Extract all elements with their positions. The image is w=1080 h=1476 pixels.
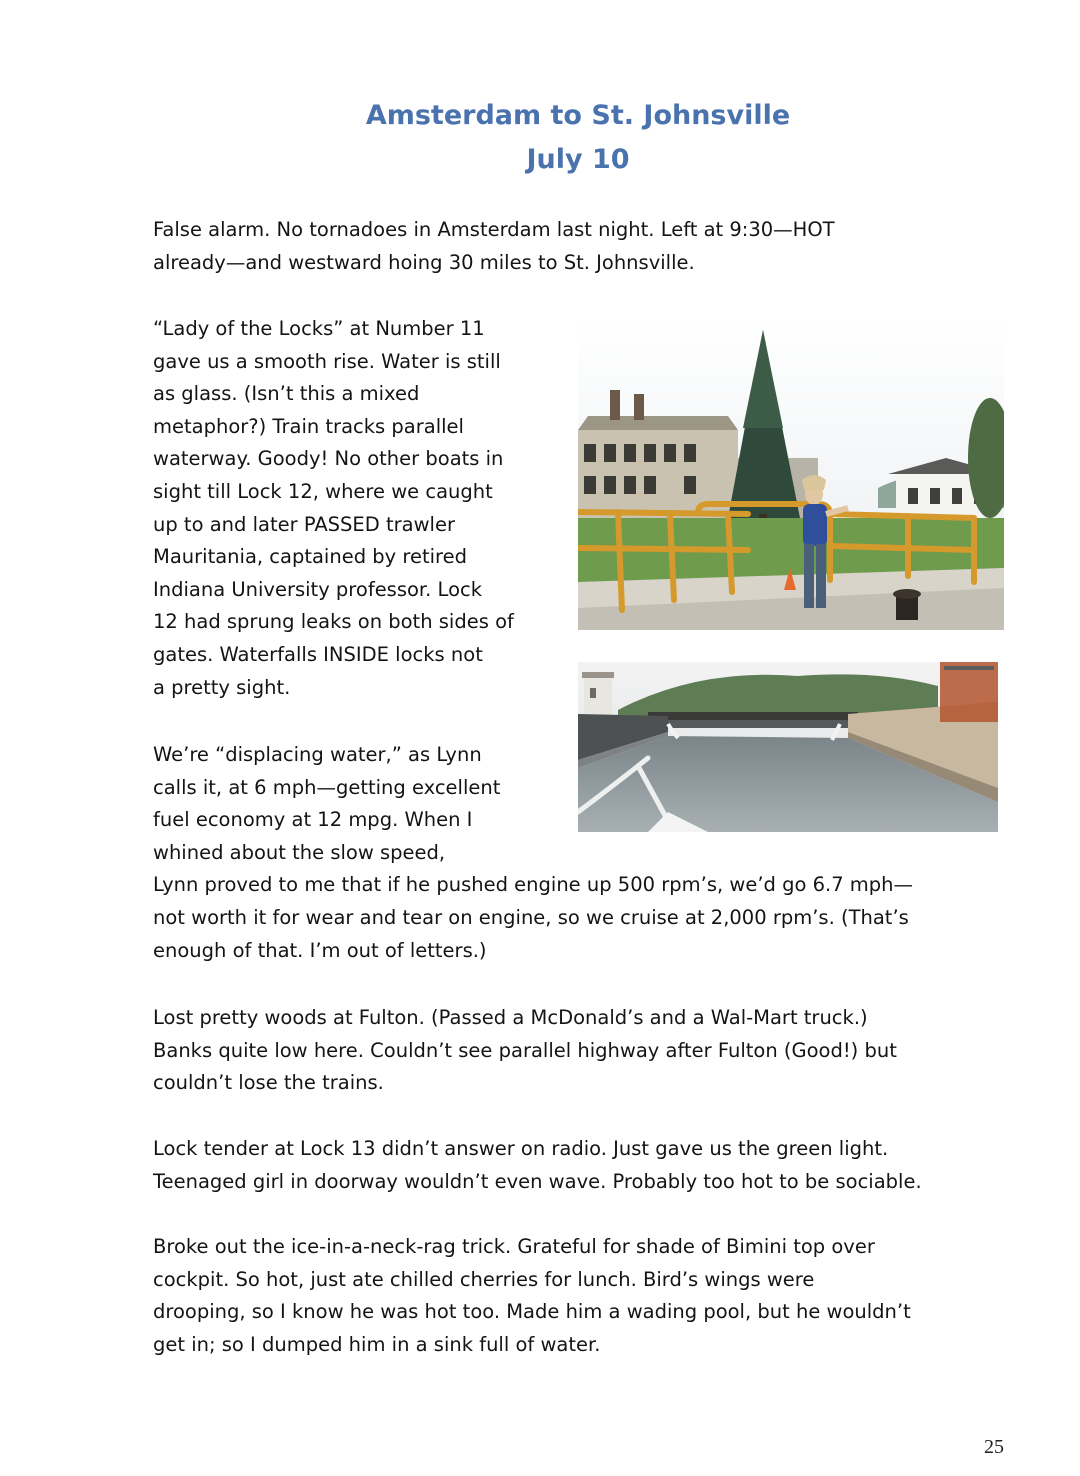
text-line: Mauritania, captained by retired	[153, 545, 468, 569]
paragraph-lock-13	[153, 1133, 1013, 1198]
text-line: fuel economy at 12 mpg. When I	[153, 808, 473, 832]
text-line: enough of that. I’m out of letters.)	[153, 938, 487, 962]
text-line: Lynn proved to me that if he pushed engine up 500 rpm’s, we’d go 6.7 mph—	[153, 873, 914, 897]
text-line: drooping, so I know he was hot too. Made him a wading pool, but he wouldn’t	[153, 1300, 911, 1324]
text-line: waterway. Goody! No other boats in	[153, 447, 504, 471]
text-line: Indiana University professor. Lock	[153, 577, 483, 601]
text-line: metaphor?) Train tracks parallel	[153, 414, 464, 438]
text-line: not worth it for wear and tear on engine, so we cruise at 2,000 rpm’s. (That’s	[153, 905, 909, 929]
text-line: Banks quite low here. Couldn’t see parallel highway after Fulton (Good!) but	[153, 1038, 897, 1062]
page-number: 25	[984, 1436, 1004, 1458]
text-line: a pretty sight.	[153, 675, 291, 699]
text-line: couldn’t lose the trains.	[153, 1071, 384, 1095]
text-line: calls it, at 6 mph—getting excellent	[153, 775, 501, 799]
text-line: Lock tender at Lock 13 didn’t answer on radio. Just gave us the green light.	[153, 1137, 889, 1160]
text-line: whined about the slow speed,	[153, 840, 446, 864]
text-line: Teenaged girl in doorway wouldn’t even wave. Probably too hot to be sociable.	[153, 1169, 922, 1193]
text-line: cockpit. So hot, just ate chilled cherries for lunch. Bird’s wings were	[153, 1267, 815, 1291]
text-line: Lost pretty woods at Fulton. (Passed a McDonald’s and a Wal-Mart truck.)	[153, 1006, 868, 1029]
page-title: Amsterdam to St. Johnsville	[365, 100, 791, 131]
page-subtitle-date: July 10	[526, 144, 630, 175]
text-line: False alarm. No tornadoes in Amsterdam last night. Left at 9:30—HOT	[153, 218, 835, 241]
paragraph-ice-neck-rag	[153, 1231, 1013, 1361]
lock-chamber-photo	[578, 662, 998, 832]
lock-building-photo	[578, 318, 1004, 630]
text-line: up to and later PASSED trawler	[153, 512, 455, 536]
text-line: gave us a smooth rise. Water is still	[153, 349, 501, 373]
text-line: Broke out the ice-in-a-neck-rag trick. Grateful for shade of Bimini top over	[153, 1235, 875, 1258]
text-line: gates. Waterfalls INSIDE locks not	[153, 642, 483, 666]
text-line: “Lady of the Locks” at Number 11	[153, 317, 485, 340]
paragraph-fulton	[153, 1002, 1013, 1100]
text-line: already—and westward hoing 30 miles to St. Johnsville.	[153, 250, 695, 274]
text-line: sight till Lock 12, where we caught	[153, 479, 493, 503]
text-line: as glass. (Isn’t this a mixed	[153, 382, 420, 406]
paragraph-intro	[153, 214, 1013, 279]
text-line: 12 had sprung leaks on both sides of	[153, 610, 514, 634]
paragraph-lady-of-the-locks	[153, 313, 553, 704]
text-line: We’re “displacing water,” as Lynn	[153, 743, 482, 766]
text-line: get in; so I dumped him in a sink full of water.	[153, 1332, 601, 1356]
